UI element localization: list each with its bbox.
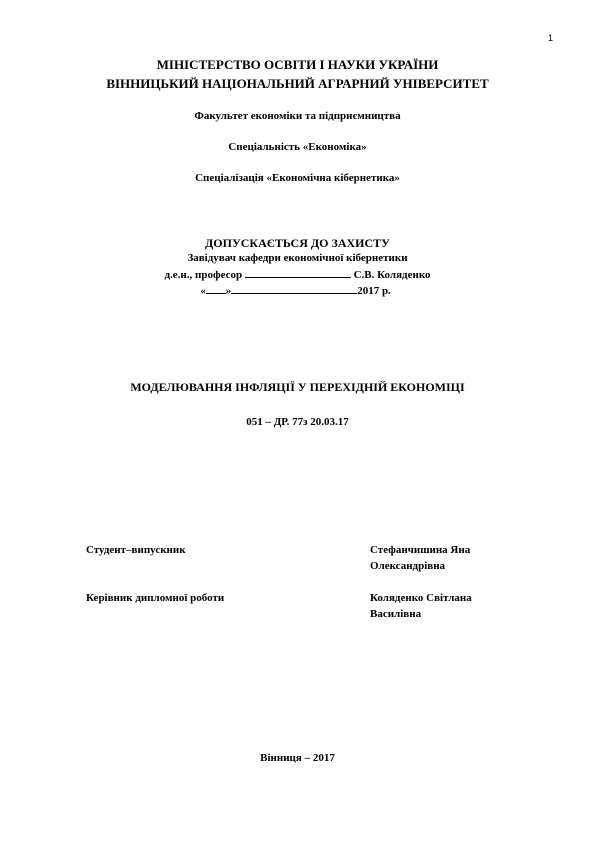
specialization-line: Спеціалізація «Економічна кібернетика» xyxy=(195,172,400,184)
approval-date-line xyxy=(0,283,593,299)
quote-open: « xyxy=(200,285,206,297)
supervisor-name-line2: Василівна xyxy=(370,608,422,620)
footer-city-year: Вінниця – 2017 xyxy=(260,752,335,764)
supervisor-name-line1: Коляденко Світлана xyxy=(370,592,472,604)
approval-signature-line xyxy=(0,267,595,283)
page-number: 1 xyxy=(547,33,553,43)
approval-degree: д.е.н., професор xyxy=(164,269,243,281)
university-heading: ВІННИЦЬКИЙ НАЦІОНАЛЬНИЙ АГРАРНИЙ УНІВЕРСИТЕТ xyxy=(106,76,489,91)
approval-heading: ДОПУСКАЄТЬСЯ ДО ЗАХИСТУ xyxy=(205,236,390,250)
student-name xyxy=(370,542,470,574)
student-name-line1: Стефанчишина Яна xyxy=(370,544,471,556)
student-role: Студент–випускник xyxy=(86,544,186,556)
supervisor-role: Керівник дипломної роботи xyxy=(86,592,225,604)
thesis-title: МОДЕЛЮВАННЯ ІНФЛЯЦІЇ У ПЕРЕХІДНІЙ ЕКОНОМІЦІ xyxy=(130,380,465,394)
student-name-line2: Олександрівна xyxy=(370,560,446,572)
faculty-line: Факультет економіки та підприємництва xyxy=(194,110,401,122)
month-blank xyxy=(231,283,357,294)
supervisor-name xyxy=(370,590,472,622)
quote-close: » xyxy=(225,285,232,297)
approval-year: 2017 р. xyxy=(357,285,391,297)
approval-name: С.В. Коляденко xyxy=(353,269,431,281)
day-blank xyxy=(206,283,226,294)
specialty-line: Спеціальність «Економіка» xyxy=(228,141,367,153)
approval-position: Завідувач кафедри економічної кібернетики xyxy=(187,252,408,264)
signature-blank xyxy=(245,267,351,278)
thesis-code: 051 – ДР. 77з 20.03.17 xyxy=(246,416,349,428)
ministry-heading: МІНІСТЕРСТВО ОСВІТИ І НАУКИ УКРАЇНИ xyxy=(156,57,439,72)
